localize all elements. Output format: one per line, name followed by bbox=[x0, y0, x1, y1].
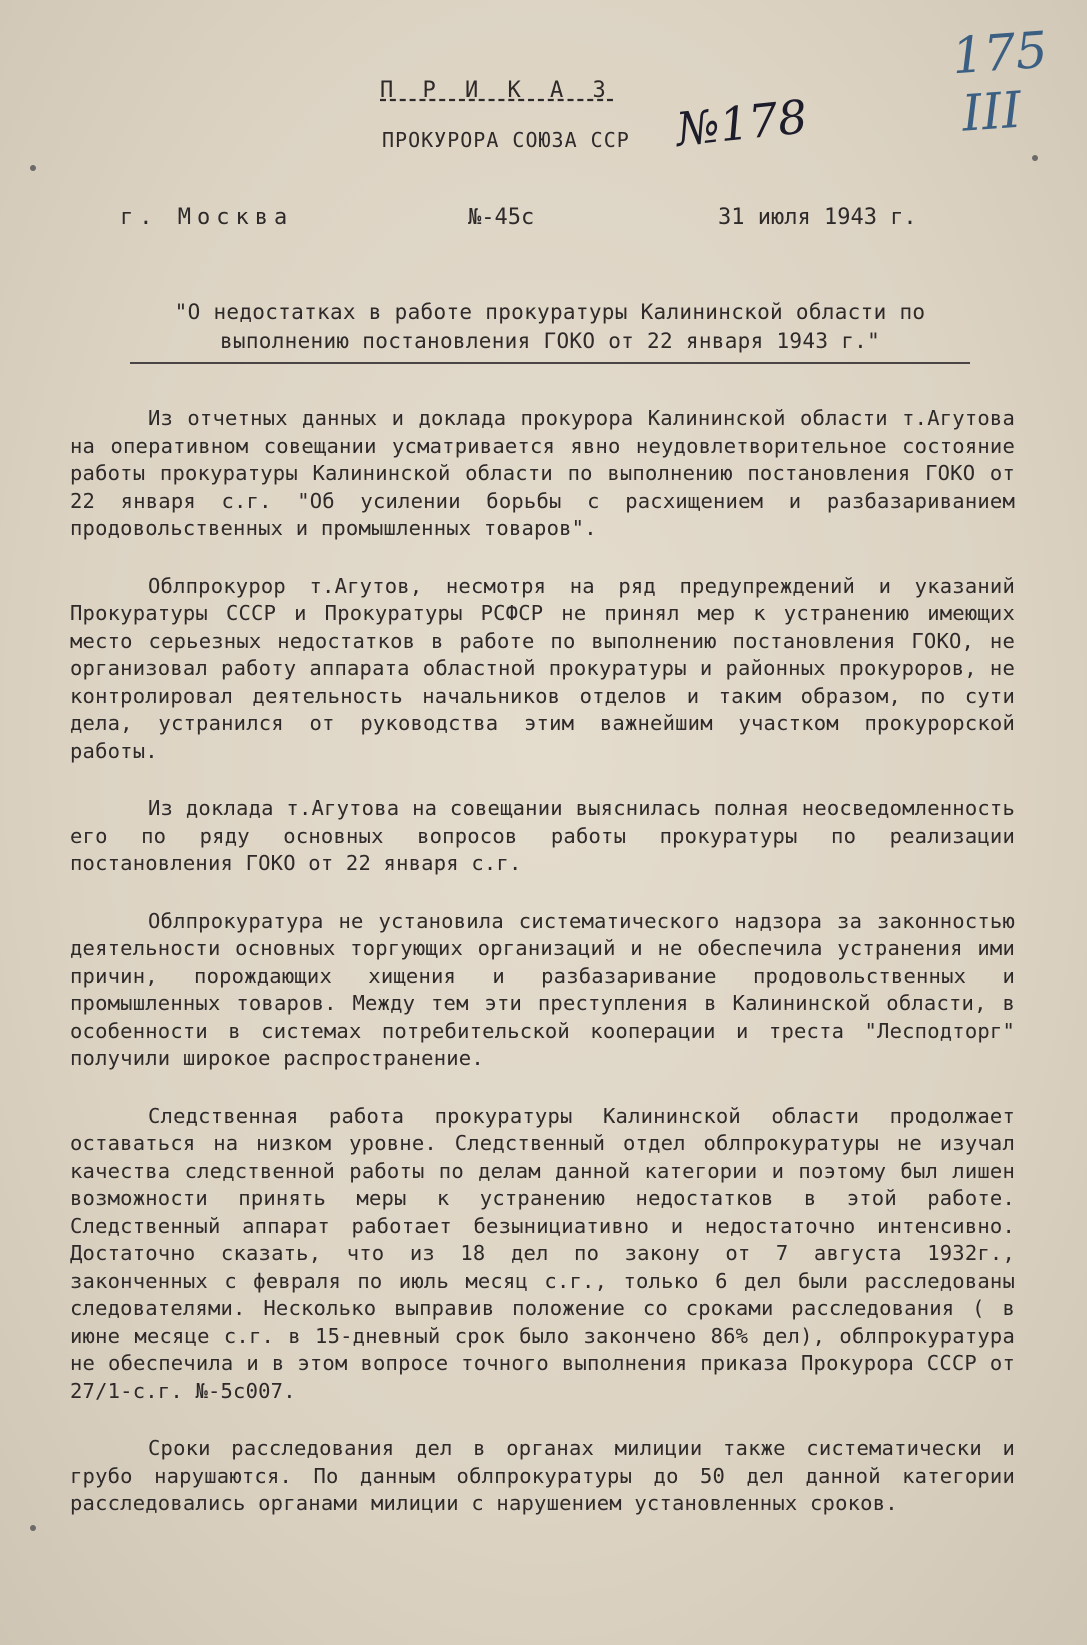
heading-underline bbox=[130, 362, 970, 364]
order-issuer: ПРОКУРОРА СОЮЗА ССР bbox=[382, 128, 630, 152]
paragraph: Следственная работа прокуратуры Калининской области продолжает оставаться на низком уровне. Следственный отдел облпрокуратуры не изучал качества следственной работы по делам данной категории и поэтому был лишен возможности принять меры к устранению недостатков в этой работе. Следственный аппарат работает безынициативно и недостаточно интенсивно. Достаточно сказать, что из 18 дел по закону от 7 августа 1932г., законченных с февраля по июль месяц с.г., только 6 дел были расследованы следователями. Несколько выправив положение со сроками расследования ( в июне месяце с.г. в 15-дневный срок было закончено 86% дел), облпрокуратура не обеспечила и в этом вопросе точного выполнения приказа Прокурора СССР от 27/1-с.г. №-5с007. bbox=[70, 1103, 1015, 1403]
order-date: 31 июля 1943 г. bbox=[718, 205, 917, 230]
ink-dot bbox=[1032, 155, 1038, 161]
corner-mark-number: 175 bbox=[949, 20, 1049, 86]
paragraph: Облпрокурор т.Агутов, несмотря на ряд предупреждений и указаний Прокуратуры СССР и Прокуратуры РСФСР не принял мер к устранению имеющих место серьезных недостатков в работе по выполнению постановления ГОКО, не организовал работу аппарата областной прокуратуры и районных прокуроров, не контролировал деятельность начальников отделов и таким образом, по сути дела, устранился от руководства этим важнейшим участком прокурорской работы. bbox=[70, 573, 1015, 763]
handwritten-order-number: №178 bbox=[673, 89, 810, 157]
order-city: г. Москва bbox=[120, 205, 294, 230]
corner-mark-roman: III bbox=[959, 80, 1023, 143]
order-body bbox=[70, 405, 1015, 1548]
order-heading: "О недостатках в работе прокуратуры Калининской области по выполнению постановления ГОКО от 22 января 1943 г." bbox=[174, 300, 926, 353]
paragraph: Облпрокуратура не установила систематического надзора за законностью деятельности основных торгующих организаций и не обеспечила устранения ими причин, порождающих хищения и разбазаривание продовольственных и промышленных товаров. Между тем эти преступления в Калининской области, в особенности в системах потребительской кооперации и треста "Лесподторг" получили широкое распространение. bbox=[70, 908, 1015, 1070]
corner-handwritten-mark bbox=[950, 21, 1053, 143]
paragraph: Из доклада т.Агутова на совещании выяснилась полная неосведомленность его по ряду основных вопросов работы прокуратуры по реализации постановления ГОКО от 22 января с.г. bbox=[70, 796, 1015, 875]
paragraph: Из отчетных данных и доклада прокурора Калининской области т.Агутова на оперативном совещании усматривается явно неудовлетворительное состояние работы прокуратуры Калининской области по выполнению постановления ГОКО от 22 января с.г. "Об усилении борьбы с расхищением и разбазариванием продовольственных и промышленных товаров". bbox=[70, 406, 1015, 540]
order-title: П Р И К А З bbox=[380, 78, 614, 103]
order-number: №-45с bbox=[468, 205, 535, 230]
paragraph: Сроки расследования дел в органах милиции также систематически и грубо нарушаются. По данным облпрокуратуры до 50 дел данной категории расследовались органами милиции с нарушением установленных сроков. bbox=[70, 1436, 1015, 1515]
binding-hole-dot bbox=[30, 1525, 36, 1531]
binding-hole-dot bbox=[30, 165, 36, 171]
